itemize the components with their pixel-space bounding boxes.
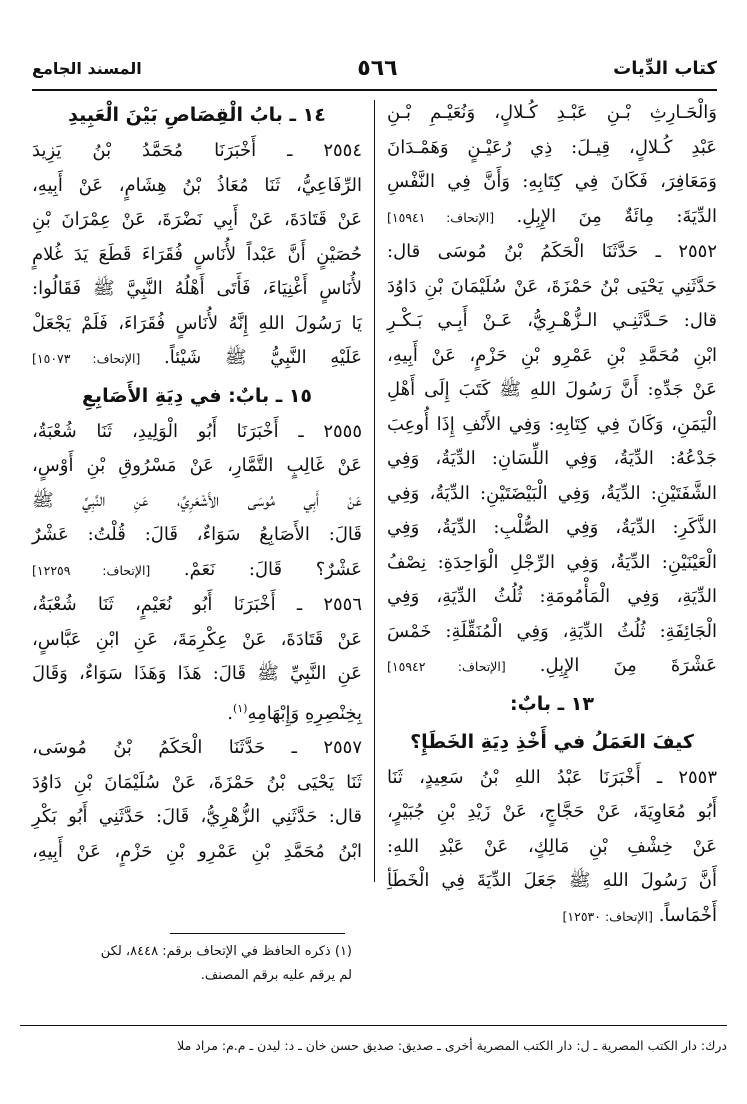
text-line: عَنْ قَتَادَةَ، عَنْ عِكْرِمَةَ، عَنِ ابْنِ عَبَّاسٍ، <box>32 628 362 650</box>
text-line: الْجَائِفَةِ: ثُلُثُ الدِّيَةِ، وَفِي الْمُنَقِّلَةِ: خَمْسَ <box>387 620 717 642</box>
hadith-2552-line: ٢٥٥٢ ـ حَدَّثَنَا الْحَكَمُ بْنُ مُوسَى قال: <box>387 241 717 262</box>
text-line: حَدَّثَنِي يَحْيَى بْنُ حَمْزَةَ، عَنْ سُلَيْمَانَ بْنِ دَاوُدَ <box>387 275 717 297</box>
column-divider <box>374 100 375 882</box>
ithaf-reference: [الإتحاف: ١٢٥٣٠] <box>562 908 653 924</box>
text-line: أَبُو مُعَاوِيَةَ، عَنْ حَجَّاجٍ، عَنْ زَيْدِ بْنِ جُبَيْرٍ، <box>387 801 717 822</box>
text-fragment: بِخِنْصِرِهِ وَإِبْهَامِهِ <box>247 702 362 724</box>
ithaf-reference: [الإتحاف: ١٥٩٤١] <box>387 209 495 225</box>
text-line: عَنْ أَبِي مُوسَى الأَشْعَرِيِّ، عَنِ النَّبِيِّ ﷺ <box>32 489 362 511</box>
text-line: الْعَيْنَيْنِ: الدِّيَةُ، وَفِي الرِّجْلِ الْوَاحِدَةِ: نِصْفُ <box>387 551 717 573</box>
text-line: عَنْ خِشْفِ بْنِ مَالِكٍ، عَنْ عَبْدِ اللهِ: <box>387 835 717 857</box>
text-columns <box>32 96 717 926</box>
text-fragment: عَلَيْهِ النَّبِيُّ ﷺ شَيْئاً. <box>164 347 362 368</box>
text-line <box>387 899 717 935</box>
chapter-14-title: ١٤ ـ بابُ الْقِصَاصِ بَيْنَ الْعَبِيدِ <box>68 104 326 126</box>
hadith-2556-line: ٢٥٥٦ ـ أَخْبَرَنَا أَبُو نُعَيْمٍ، ثَنَا شُعْبَةُ، <box>32 594 362 615</box>
text-line <box>32 553 362 589</box>
left-column <box>32 96 362 886</box>
book-title: كتاب الدِّيات <box>613 57 717 79</box>
chapter-13-title: كيفَ العَمَلُ في أَخْذِ دِيَةِ الخَطَإِ؟ <box>410 730 694 753</box>
text-fragment: أَخْمَاساً. <box>658 904 717 926</box>
right-column <box>387 96 717 926</box>
footnote-rule <box>170 933 345 934</box>
running-header <box>32 48 717 88</box>
hadith-2557-line: ٢٥٥٧ ـ حَدَّثَنَا الْحَكَمُ بْنُ مُوسَى، <box>32 737 362 758</box>
text-line: وَمَعَافِرَ، فَكَانَ فِي كِتَابِهِ: وَأَنَّ فِي النَّفْسِ <box>387 171 717 192</box>
text-line: عَنْ جَدِّهِ: أَنَّ رَسُولَ اللهِ ﷺ كَتَبَ إِلَى أَهْلِ <box>387 379 717 400</box>
hadith-2555-line: ٢٥٥٥ ـ أَخْبَرَنَا أَبُو الْوَلِيدِ، ثَنَا شُعْبَةُ، <box>32 420 362 442</box>
text-line: أَنَّ رَسُولَ اللهِ ﷺ جَعَلَ الدِّيَةَ فِي الْخَطَأِ <box>387 870 717 891</box>
text-line: عَنْ غَالِبٍ التَّمَّارِ، عَنْ مَسْرُوقِ بْنِ أَوْسٍ، <box>32 455 362 476</box>
ithaf-reference: [الإتحاف: ١٥٩٤٢] <box>387 659 506 674</box>
text-fragment: عَشْرٌ؟ قَالَ: نَعَمْ. <box>183 558 362 580</box>
ithaf-reference: [الإتحاف: ١٥٠٧٣] <box>32 351 141 366</box>
text-line: جَدْعُهُ: الدِّيَةُ، وَفِي اللِّسَانِ: الدِّيَةُ، وَفِي <box>387 448 717 469</box>
text-line <box>387 200 717 236</box>
text-line: قَالَ: الأَصَابِعُ سَوَاءٌ، قَالَ: قُلْتُ: عَشْرٌ <box>32 524 362 545</box>
text-line: قال: حَدَّثَنِي الزُّهْرِيُّ، قَالَ: حَدَّثَنِي أَبُو بَكْرِ <box>32 806 362 827</box>
footnote-line: لم يرقم عليه برقم المصنف. <box>200 968 352 983</box>
text-line: الشَّفَتَيْنِ: الدِّيَةُ، وَفِي الْبَيْضَتَيْنِ: الدِّيَةُ، وَفِي <box>387 482 717 504</box>
text-line <box>32 692 362 732</box>
hadith-2553-line: ٢٥٥٣ ـ أَخْبَرَنَا عَبْدُ اللهِ بْنُ سَعِيدٍ، ثَنَا <box>387 766 717 788</box>
footnote <box>34 940 352 988</box>
page-number: ٥٦٦ <box>357 55 398 81</box>
text-line: وَالْحَـارِثِ بْـنِ عَبْـدِ كُـلالٍ، وَنُعَيْـمِ بْـنِ <box>387 102 717 123</box>
text-line: الْيَمَنِ، وَكَانَ فِي كِتَابِهِ: وَفِي الأَنْفِ إِذَا أُوعِبَ <box>387 413 717 435</box>
text-line: عَنِ النَّبِيِّ ﷺ قَالَ: هَذَا وَهَذَا سَوَاءٌ، وَقَالَ <box>32 663 362 684</box>
text-line: ابْنِ مُحَمَّدِ بْنِ عَمْرِو بْنِ حَزْمٍ، عَنْ أَبِيهِ، <box>387 344 717 366</box>
chapter-15-title: ١٥ ـ بابٌ: في دِيَةِ الأَصَابِعِ <box>81 384 313 407</box>
header-rule <box>32 89 717 91</box>
text-fragment: . <box>227 702 233 724</box>
text-line: الرِّفَاعِيُّ، ثَنَا مُعَاذُ بْنُ هِشَامٍ، عَنْ أَبِيهِ، <box>32 174 362 196</box>
bottom-rule <box>20 1025 727 1026</box>
text-line: عَنْ قَتَادَةَ، عَنْ أَبِي نَضْرَةَ، عَنْ عِمْرَانَ بْنِ <box>32 209 362 230</box>
text-line: الذَّكَرِ: الدِّيَةُ، وَفِي الصُّلْبِ: الدِّيَةُ، وَفِي <box>387 517 717 538</box>
text-line <box>387 649 717 685</box>
ithaf-reference: [الإتحاف: ١٢٢٥٩] <box>32 562 151 578</box>
footnote-marker: (١) <box>232 701 248 715</box>
text-line: ابْنُ مُحَمَّدِ بْنِ عَمْرِو بْنِ حَزْمٍ، عَنْ أَبِيهِ، <box>32 840 362 862</box>
text-line: حُصَيْنٍ أَنَّ عَبْداً لأُنَاسٍ فُقَرَاءَ قَطَعَ يَدَ غُلامٍ <box>32 243 362 265</box>
text-line: الدِّيَةِ، وَفِي الْمَأْمُومَةِ: ثُلُثُ الدِّيَةِ، وَفِي <box>387 586 717 607</box>
manuscript-sources-line: درك: دار الكتب المصرية ـ ل: دار الكتب المصرية أخرى ـ صديق: صديق حسن خان ـ د: ليدن ـ م.م: مراد ملا <box>177 1038 727 1053</box>
hadith-2554-line: ٢٥٥٤ ـ أَخْبَرَنَا مُحَمَّدُ بْنُ يَزِيدَ <box>32 140 362 161</box>
text-fragment: عَشْرَةَ مِنَ الإِبِلِ. <box>539 655 717 676</box>
text-line <box>32 341 362 377</box>
text-line: عَبْدِ كُـلالٍ، قِيـلَ: ذِي رُعَيْـنٍ وَهَمْـدَانَ <box>387 136 717 158</box>
chapter-13-number: ١٣ ـ بابٌ: <box>510 692 594 715</box>
text-line: يَا رَسُولَ اللهِ إِنَّهُ لأُنَاسٍ فُقَرَاءَ، فَلَمْ يَجْعَلْ <box>32 312 362 334</box>
series-title: المسند الجامع <box>32 58 142 78</box>
footnote-line: (١) ذكره الحافظ في الإتحاف برقم: ٨٤٤٨، لكن <box>100 944 352 959</box>
text-line: لأُنَاسٍ أَغْنِيَاءَ، فَأَتَى أَهْلُهُ النَّبِيَّ ﷺ فَقَالُوا: <box>32 278 362 299</box>
text-line: قال: حَـدَّثَنِـي الـزُّهْـرِيُّ، عَـنْ أَبِـي بَـكْـرِ <box>387 310 717 331</box>
text-fragment: الدِّيَةَ: مِائَةٌ مِنَ الإِبِلِ. <box>516 205 717 227</box>
text-line: ثَنَا يَحْيَى بْنُ حَمْزَةَ، عَنْ سُلَيْمَانَ بْنِ دَاوُدَ <box>32 771 362 793</box>
